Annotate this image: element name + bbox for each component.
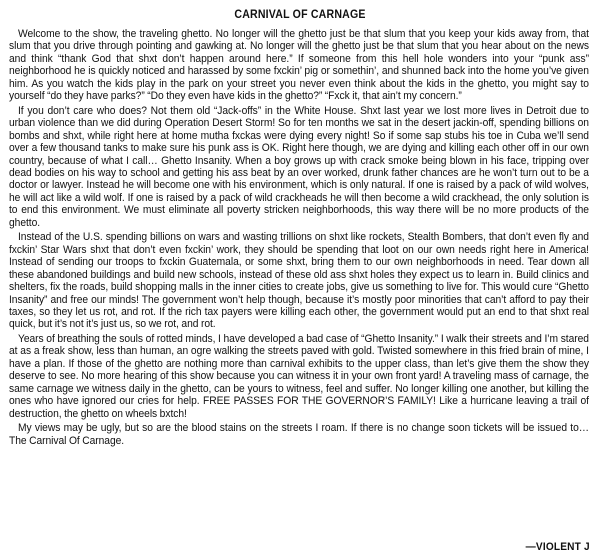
article-paragraph: Years of breathing the souls of rotted minds, I have developed a bad case of “Ghetto Insanity.” I walk their streets and I’m stared at as a freak show, less than human, an ogre walking the streets paved with gold. Twisted somewhere in this fried brain of mine, I have a plan. If those of the ghetto are nothing more than carnival exhibits to the upper class, than let’s give them the show they deserve to see. No more hearing of this show because you can witness it in your own front yard! A traveling mass of carnage, the same carnage we witness daily in the ghetto, can be yours to witness, feel and suffer. No longer killing one another, but killing the ones who have ignored our cries for help. FREE PASSES FOR THE GOVERNOR’S FAMILY! Like a hurricane leaving a trail of destruction, the ghetto on wheels bxtch! xyxy=(9,332,589,420)
article-body xyxy=(9,28,589,447)
article-paragraph: If you don’t care who does? Not them old “Jack-offs” in the White House. Shxt last year we lost more lives in Detroit due to urban violence than we did during Operation Desert Storm! So for ten months we sat in the desert jackin-off, spending billions on bombs and shxt, while right here at home mutha fxckas were dying every night! So if some sap stubs his toe in Cuba we’ll send over a few thousand tanks to make sure his punk ass is OK. Right here though, we are dying and killing each other off in our own country, because of what I call… Ghetto Insanity. When a boy grows up with crack smoke being blown in his face, tripping over dead bodies on his way to school and getting his ass beat by an over worked, drunk father chances are he won’t turn out to be a doctor or lawyer. Instead he will become one with his environment, which is only natural. If one is raised by a pack of wild wolves, he will act like a wild wolf. If one is raised by a pack of wild crackheads he will then become a wild crackhead, the only solution is to end this environment. We must eliminate all poverty stricken neighborhoods, this way there will be no more products of the ghetto. xyxy=(9,104,589,229)
article-paragraph: My views may be ugly, but so are the blood stains on the streets I roam. If there is no change soon tickets will be issued to… The Carnival Of Carnage. xyxy=(9,422,589,447)
article-paragraph: Instead of the U.S. spending billions on wars and wasting trillions on shxt like rockets, Stealth Bombers, that don’t even fly and fxckin’ Star Wars shxt that don’t even fxckin’ work, they should be spending that loot on our own needs right here in America! Instead of sending our troops to fxckin Guatemala, or some shxt, bring them to our own neighborhoods in need. Tear down all these abandoned buildings and build new schools, instead of these old ass shxt holes they expect us to learn in. Build clinics and shelters, fix the roads, build shopping malls in the inner cities to create jobs, give us something to live for. This would cure “Ghetto Insanity” and free our minds! The government won’t help though, because it’s mostly poor minorities that can’t afford to pay their taxes, so they let us rot, and rot. If the rich tax payers were killing each other, the government would put an end to that shxt real quick, but it’s not it’s just us, so we rot, and rot. xyxy=(9,231,589,331)
article-paragraph: Welcome to the show, the traveling ghetto. No longer will the ghetto just be that slum that you keep your kids away from, that slum that you drive through pointing and gawking at. No longer will the ghetto just be that slum that you hear about on the news and think “thank God that shxt don’t happen around here.” If someone from this hell hole wonders into your “punk ass” neighborhood he is quickly noticed and harassed by some fxckin’ pig or somethin’, and shunned back into the home you’ve given him. As you watch the kids play in the park on your street you never even think about the kids in the ghetto, you might say to yourself “do they have parks?” “Do they even have kids in the ghetto?” “Fxck it, that ain’t my concern.” xyxy=(9,28,589,103)
author-signature: —VIOLENT J xyxy=(525,541,590,553)
article-title: CARNIVAL OF CARNAGE xyxy=(234,9,366,21)
